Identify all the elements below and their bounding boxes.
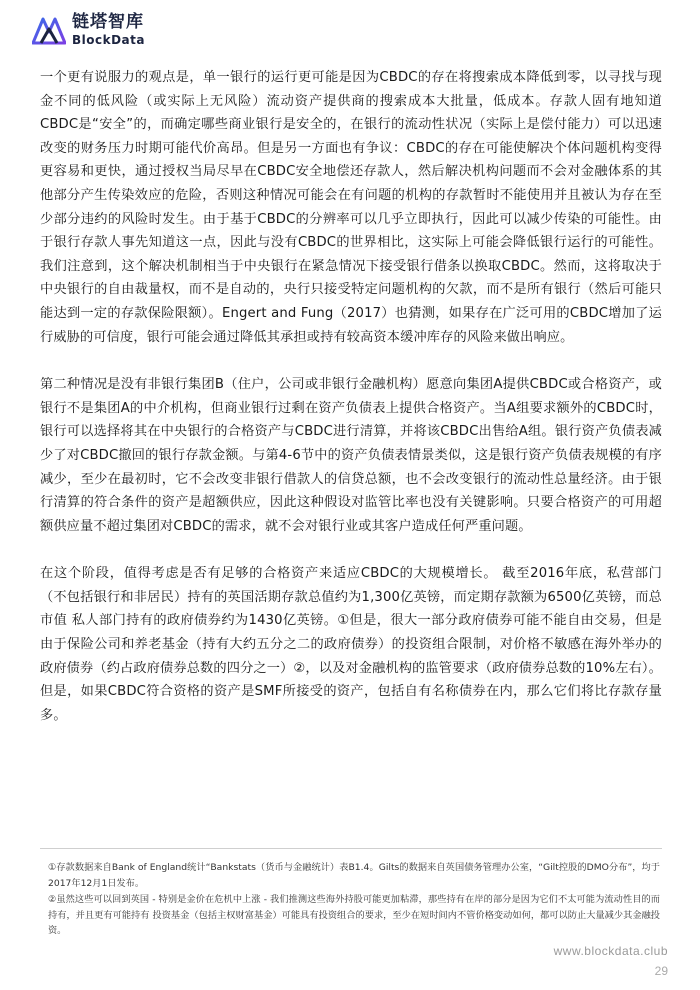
- footnotes: [48, 860, 660, 940]
- brand-name-en: BlockData: [72, 33, 145, 47]
- brand-name-cn: 链塔智库: [72, 12, 144, 32]
- body-paragraph-3: 在这个阶段，值得考虑是否有足够的合格资产来适应CBDC的大规模增长。 截至2016年底，私营部门（不包括银行和非居民）持有的英国活期存款总值约为1,300亿英镑，而定期存款额为6500亿英镑，而总市值 私人部门持有的政府债券约为1430亿英镑。①但是，很大一部分政府债券可能不能自由交易，但是由于保险公司和养老基金（持有大约五分之二的政府债券）的投资组合限制，对价格不敏感在海外举办的政府债券（约占政府债券总数的四分之一）②，以及对金融机构的监管要求（政府债券总数的10%左右）。但是，如果CBDC符合资格的资产是SMF所接受的资产，包括自有名称债券在内，那么它们将比存款存量多。: [40, 566, 662, 723]
- website-url: www.blockdata.club: [553, 944, 668, 958]
- body-paragraph-2: 第二种情况是没有非银行集团B（住户，公司或非银行金融机构）愿意向集团A提供CBDC或合格资产，或银行不是集团A的中介机构，但商业银行过剩在资产负债表上提供合格资产。当A组要求额外的CBDC时，银行可以选择将其在中央银行的合格资产与CBDC进行清算，并将该CBDC出售给A组。银行资产负债表减少了对CBDC撤回的银行存款金额。与第4-6节中的资产负债表情景类似，这是银行资产负债表规模的有序减少，至少在最初时，它不会改变非银行借款人的信贷总额，也不会改变银行的流动性总量经济。由于银行清算的符合条件的资产是超额供应，因此这种假设对监管比率也没有关键影响。只要合格资产的可用超额供应量不超过集团对CBDC的需求，就不会对银行业或其客户造成任何严重问题。: [40, 377, 662, 534]
- page-number: 29: [654, 964, 668, 978]
- footnote-divider: [40, 848, 662, 849]
- footnote-1: ①存款数据来自Bank of England统计“Bankstats（货币与金融统计）表B1.4。Gilts的数据来自英国债务管理办公室，“Gilt控股的DMO分布”，均于2017年12月1日发布。: [48, 862, 660, 889]
- page-header: [32, 12, 145, 48]
- body-paragraph-1: 一个更有说服力的观点是，单一银行的运行更可能是因为CBDC的存在将搜索成本降低到零，以寻找与现金不同的低风险（或实际上无风险）流动资产提供商的搜索成本大批量，低成本。存款人固有地知道CBDC是“安全”的，而确定哪些商业银行是安全的，在银行的流动性状况（实际上是偿付能力）可以迅速改变的财务压力时期可能代价高昂。但是另一方面也有争议：CBDC的存在可能使解决个体问题机构变得更容易和更快，通过授权当局尽早在CBDC安全地偿还存款人，然后解决机构问题而不会对金融体系的其他部分产生传染效应的危险，否则这种情况可能会在有问题的机构的存款暂时不能使用并且被认为存在至少部分违约的风险时发生。由于基于CBDC的分辨率可以几乎立即执行，因此可以减少传染的可能性。由于银行存款人事先知道这一点，因此与没有CBDC的世界相比，这实际上可能会降低银行运行的可能性。我们注意到，这个解决机制相当于中央银行在紧急情况下接受银行借条以换取CBDC。然而，这将取决于中央银行的自由裁量权，而不是自动的，央行只接受特定问题机构的欠款，而不是所有银行（然后可能只能达到一定的存款保险限额）。Engert and Fung（2017）也猜测，如果存在广泛可用的CBDC增加了运行威胁的可信度，银行可能会通过降低其承担或持有较高资本缓冲库存的风险来做出响应。: [40, 70, 662, 345]
- brand-logo-text: [72, 14, 145, 46]
- triangle-peaks-logo-icon: [32, 15, 66, 45]
- document-body: [40, 66, 662, 751]
- footnote-2: ②虽然这些可以回到英国 - 特别是金价在危机中上涨 - 我们推测这些海外持股可能更加粘滞，那些持有在岸的部分是因为它们不太可能为流动性目的而持有，并且更有可能持有 投资基金（包括主权财富基金）可能具有投资组合的要求，至少在短时间内不管价格变动如何，都可以防止大量减少其金融投资。: [48, 894, 660, 937]
